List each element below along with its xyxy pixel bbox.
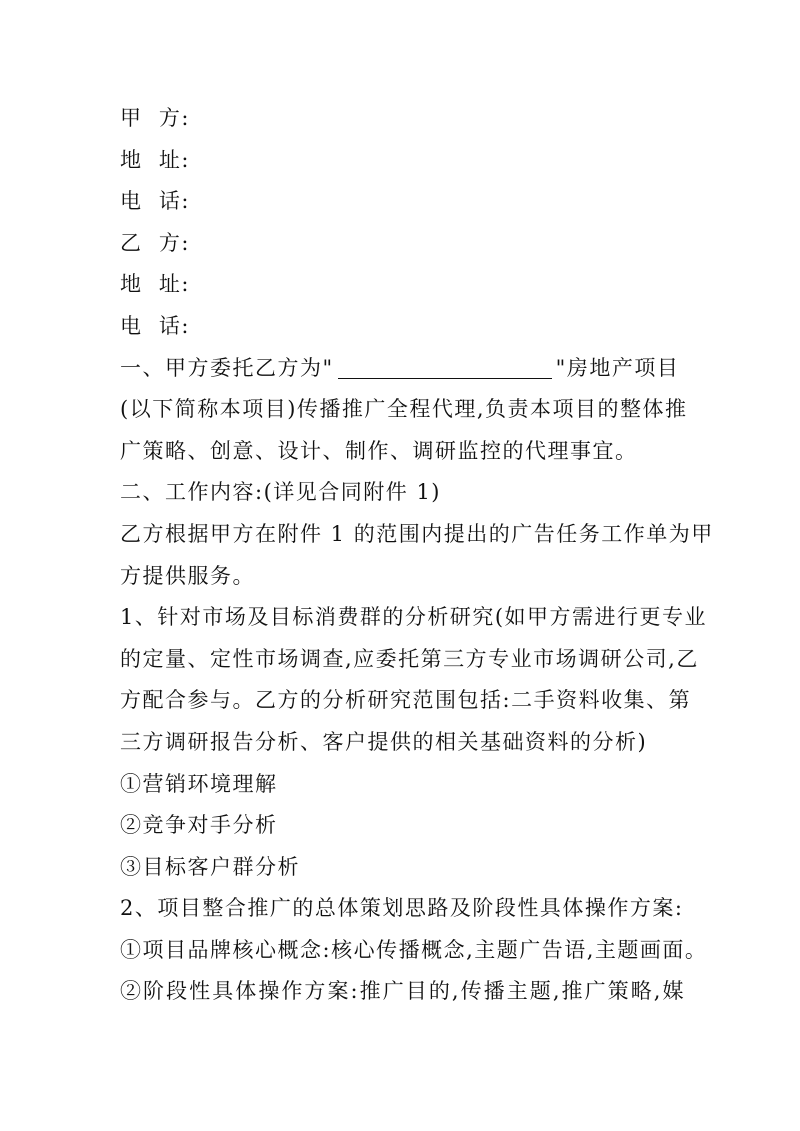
item1-line4: 三方调研报告分析、客户提供的相关基础资料的分析) [120, 729, 648, 754]
clause1-line3: 广策略、创意、设计、制作、调研监控的代理事宜。 [120, 438, 638, 463]
item1-line2: 的定量、定性市场调查,应委托第三方专业市场调研公司,乙 [120, 646, 699, 671]
item2-sub1: ①项目品牌核心概念:核心传播概念,主题广告语,主题画面。 [120, 937, 708, 962]
item1-sub2: ②竞争对手分析 [120, 813, 278, 838]
item1-line3: 方配合参与。乙方的分析研究范围包括:二手资料收集、第 [120, 688, 692, 713]
phone-b-label: 电 话: [120, 313, 190, 338]
item2-sub2: ②阶段性具体操作方案:推广目的,传播主题,推广策略,媒 [120, 979, 685, 1004]
clause1-line2: (以下简称本项目)传播推广全程代理,负责本项目的整体推 [120, 397, 688, 422]
item1-line1: 1、针对市场及目标消费群的分析研究(如甲方需进行更专业 [120, 605, 708, 630]
address-b-label: 地 址: [120, 272, 190, 297]
item1-sub1: ①营销环境理解 [120, 771, 278, 796]
clause2-intro-line2: 方提供服务。 [120, 563, 255, 588]
clause2-title: 二、工作内容:(详见合同附件 1) [120, 480, 441, 505]
clause1-line1 [120, 348, 685, 390]
party-a-label: 甲 方: [120, 106, 190, 130]
clause1-suffix: "房地产项目 [555, 355, 680, 380]
phone-a-label: 电 话: [120, 189, 190, 214]
clause2-intro-line1: 乙方根据甲方在附件 1 的范围内提出的广告任务工作单为甲 [120, 521, 714, 546]
address-a-label: 地 址: [120, 147, 190, 172]
item2-line1: 2、项目整合推广的总体策划思路及阶段性具体操作方案: [120, 896, 684, 921]
item1-sub3: ③目标客户群分析 [120, 854, 300, 879]
contract-body [120, 98, 714, 1013]
clause1-prefix: 一、甲方委托乙方为" [120, 355, 334, 380]
party-b-label: 乙 方: [120, 230, 190, 255]
project-name-blank [338, 356, 552, 379]
